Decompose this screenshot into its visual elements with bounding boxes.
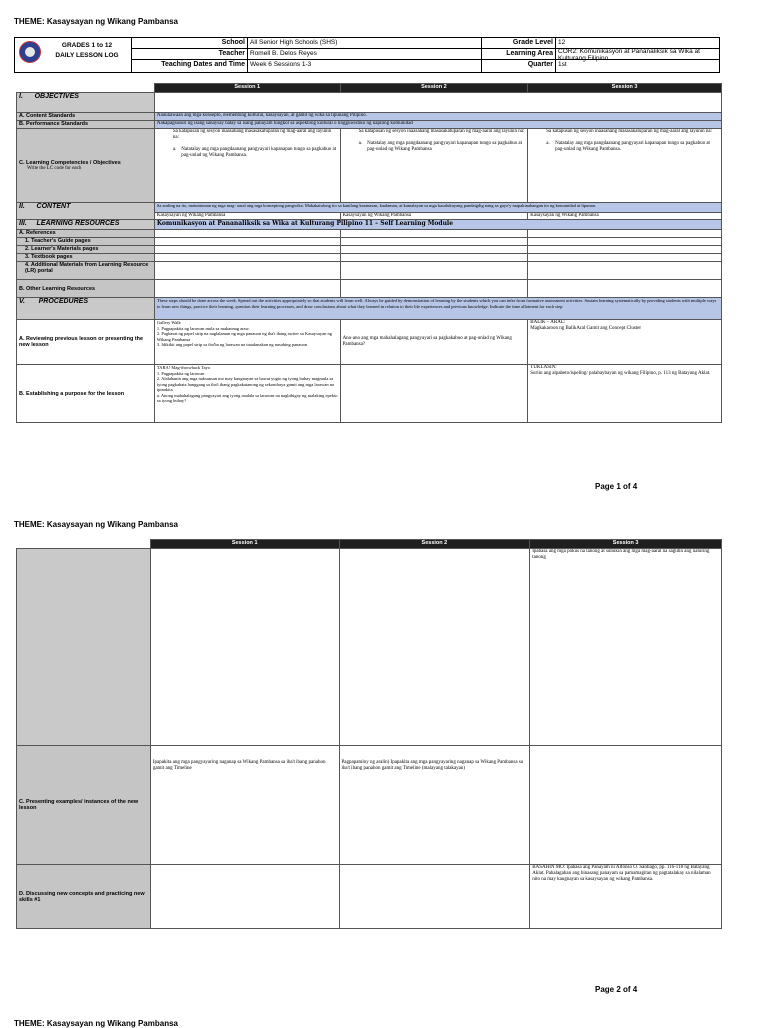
teachers-guide-label: 1. Teacher's Guide pages (17, 238, 155, 246)
proc-b-session-1: TARA! Mag-throwback Tayo 1. Pagpapakita ng larawan 2. Alalahanin ang mga naksansan mo may kaugnayan sa bawat yugto ng iyong buhay magmula sa iyong pagkabata hanggang sa iba't ibang pagkakatanong ng sekondarya gamit ang mga larawan na ipinakita a. Anong mahahalagang pangyayari ang iyong naalala sa larawan na nagbibigay ng malaking epekto sa iyong buhay? (154, 365, 340, 423)
proc-a-session-3: BALIK – ARAL: Magkakaroon ng BalikAral Gamit ang Concept Cluster (528, 320, 722, 365)
content-sub-session-3: Kasaysayan ng Wikang Pambansa (528, 213, 722, 220)
performance-standards-label: B. Performance Standards (17, 121, 155, 129)
lesson-table-page2 (16, 539, 722, 929)
session-2-header: Session 2 (340, 84, 528, 93)
proc-a-session-2: Ano-ano ang mga mahahalagang pangyayari sa pagkakabuo at pag-unlad ng Wikang Pambansa? (340, 320, 528, 365)
teacher-label: Teacher (218, 50, 245, 57)
proc-d-session-2 (339, 865, 530, 929)
content-standards-label: A. Content Standards (17, 113, 155, 121)
grade-level-label: Grade Level (512, 39, 553, 46)
textbook-pages-label: 3. Textbook pages (17, 254, 155, 262)
header-title-line2: DAILY LESSON LOG (55, 52, 119, 59)
dates-value: Week 6 Sessions 1-3 (250, 61, 312, 68)
p2-continued-label (17, 549, 151, 746)
proc-a-session-1: Gallery Walk 1. Pagpapakita ng larawan mula sa makaunag araw. 2. Pagbasat ng papel strip na naglalaman ng mga panauon ng iba't ibang awiter sa Kasaysayan ng Wikang Pambansa 3. Idikikit ang papel strip sa iba'ba ng larawan na inaakmakan ng nasabing panauon (154, 320, 340, 365)
lesson-log-header (14, 37, 720, 73)
content-sub-session-1: Kasaysayan ng Wikang Pambansa (154, 213, 340, 220)
p2-continued-session-2 (339, 549, 530, 746)
p2-session-1-header: Session 1 (150, 540, 339, 549)
school-label: School (221, 39, 245, 46)
content-heading: II. CONTENT (17, 203, 155, 220)
teacher-value: Romell B. Delos Reyes (250, 50, 317, 57)
proc-c-session-2: Pagpapatuloy ng aralin) Ipapakita ang mga pangyayaring naganap sa Wikang Pambansa sa iba't ibang panahon gamit ang Timeline (malayang talakayan) (339, 746, 530, 865)
additional-materials-label: 4. Additional Materials from Learning Resource (LR) portal (17, 262, 155, 280)
proc-d-session-3: BASAHIN MO: Ipabasa ang Panayam ni Alfonso O. Santiago, pp. 116-118 ng Batayang Aklat. Pahalagahan ang binasang panayam sa pamamagitan ng pagtatalakay sa nilalaman nito na may kaugnayan sa kasaysayan ng wikang Pambansa. (530, 865, 722, 929)
content-standards-text: Nauunawaan ang mga konsepto, elementong kultural, kasaysayan, at gamit ng wika sa lipunang Pilipino. (154, 113, 721, 121)
competency-session-3: Sa katapusan ng sesyon inaasahang masasakatuparan ng mag-aaral ang layunin na: a. Natatalay ang mga pangdaanang pangyayari kapanapan tungo sa pagkabuo at pag-unlad ng Wikang Pambansa. (528, 129, 722, 203)
learning-area-label: Learning Area (506, 50, 553, 57)
objectives-heading: I. OBJECTIVES (17, 93, 155, 113)
proc-c-session-3 (530, 746, 722, 865)
procedures-heading: V. PROCEDURES (17, 298, 155, 320)
dates-label: Teaching Dates and Time (161, 61, 245, 68)
session-1-header: Session 1 (154, 84, 340, 93)
quarter-value: 1st (558, 61, 567, 68)
page-number-1: Page 1 of 4 (595, 482, 638, 491)
p2-continued-session-3: Ipabasa ang mga pokus na tanong at subukin ang mga mag-aaral na sagutin ang naturing tanong (530, 549, 722, 746)
page-number-2: Page 2 of 4 (595, 985, 638, 994)
proc-b-session-3: TUKLASIN: Suriin ang alpabeto/ispeling/ palabaybayan ng wikang Filipino, p. 113 ng Batayang Aklat. (528, 365, 722, 423)
proc-c-session-1: Ipapakita ang mga pangyayaring naganap sa Wikang Pambansa sa iba't ibang panahon gamit ang Timeline (150, 746, 339, 865)
procedures-text: These steps should be done across the week. Spread out the activities appropriately so that students will learn well. Always be guided by demonstration of learning by the students which you can infer from formative assessment activities. Sustain learning systematically by providing students with multiple ways to learn new things, practice their learning, question their learning processes, and draw conclusions about what they learned in relation to their life experiences and previous knowledge. Indicate the time allotment for each step. (154, 298, 721, 320)
learning-resources-text: Komunikasyon at Pananaliksik sa Wika at Kulturang Pilipino 11 – Self Learning Module (154, 220, 721, 230)
content-text: Sa araling na ito, matututunan ng mga mag- aaral ang mga konseptong pangwika. Makakatulong ito sa kanilang karanasan, kaalaman, at kamalayan sa mga kasalukuyang pandaigdig nang sa gayo'y mapakinabangan ito ng komunidad at lipunan. (154, 203, 721, 213)
deped-seal-icon (19, 41, 41, 63)
grade-level-value: 12 (558, 39, 566, 46)
p2-continued-session-1 (150, 549, 339, 746)
competencies-label: C. Learning Competencies / Objectives Write the LC code for each (17, 129, 155, 203)
proc-a-label: A. Reviewing previous lesson or presenting the new lesson (17, 320, 155, 365)
theme-heading: THEME: Kasaysayan ng Wikang Pambansa (14, 17, 178, 26)
school-value: All Senior High Schools (SHS) (250, 39, 338, 46)
proc-b-session-2 (340, 365, 528, 423)
theme-heading-page3: THEME: Kasaysayan ng Wikang Pambansa (14, 1019, 178, 1028)
quarter-label: Quarter (527, 61, 553, 68)
learning-resources-heading: III. LEARNING RESOURCES (17, 220, 155, 230)
content-sub-session-2: Kasaysayan ng Wikang Pambansa (340, 213, 528, 220)
proc-c-label: C. Presenting examples/ instances of the new lesson (17, 746, 151, 865)
references-label: A. References (17, 230, 155, 238)
competency-session-2: Sa katapusan ng sesyon inaasahang masasakatuparan ng mag-aaral ang layunin na: a. Natatalay ang mga pangdaanang pangyayari kapanapan tungo sa pagkabuo at pag-unlad ng Wikang Pambansa (340, 129, 528, 203)
proc-d-label: D. Discussing new concepts and practicing new skills #1 (17, 865, 151, 929)
header-title-cell (15, 38, 132, 72)
other-resources-label: B. Other Learning Resources (17, 280, 155, 298)
p2-session-2-header: Session 2 (339, 540, 530, 549)
competency-session-1: Sa katapusan ng sesyon inaasahang masasakatuparan ng mag-aaral ang layunin na: a. Natatalay ang mga pangdaanang pangyayari kapanapan tungo sa pagkabuo at pag-unlad ng Wikang Pambansa. (154, 129, 340, 203)
learners-materials-label: 2. Learner's Materials pages (17, 246, 155, 254)
performance-standards-text: Nakapagsusuri ng isang sanaysay batay sa isang panayam tungkol sa aspektong kultural o lingguwistiko ng napiling komunidad (154, 121, 721, 129)
p2-session-3-header: Session 3 (530, 540, 722, 549)
session-3-header: Session 3 (528, 84, 722, 93)
theme-heading-page2: THEME: Kasaysayan ng Wikang Pambansa (14, 520, 178, 529)
learning-area-value: COR2: Komunikasyon at Pananaliksik sa Wika at Kulturang Filipino (558, 48, 700, 62)
lesson-table-page1 (16, 83, 722, 423)
header-title-line1: GRADES 1 to 12 (61, 42, 113, 49)
proc-b-label: B. Establishing a purpose for the lesson (17, 365, 155, 423)
proc-d-session-1 (150, 865, 339, 929)
